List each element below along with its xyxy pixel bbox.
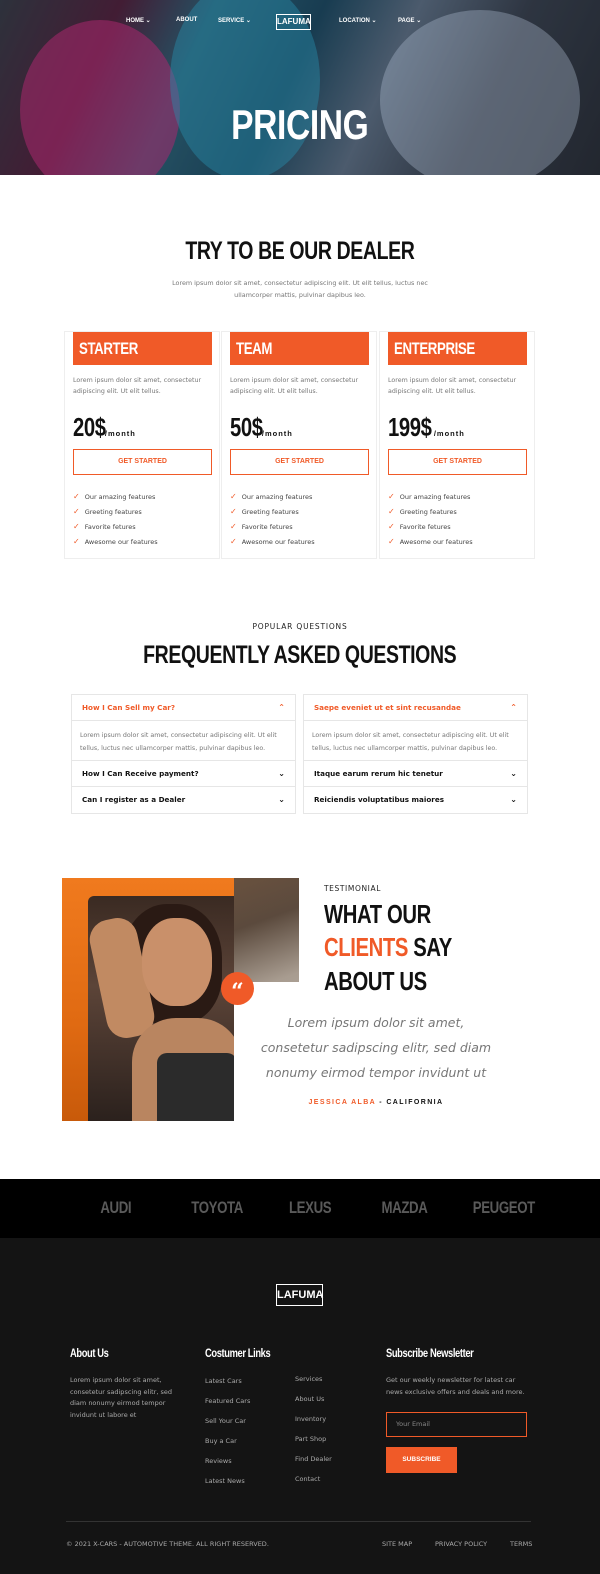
check-icon: ✓: [388, 537, 395, 546]
check-icon: ✓: [388, 522, 395, 531]
top-nav: [0, 14, 600, 30]
faq-accordion-right: [303, 694, 528, 814]
dealer-title: TRY TO BE OUR DEALER: [185, 237, 415, 265]
feature-item: ✓ Awesome our features: [388, 537, 473, 546]
chevron-up-icon: ⌃: [510, 703, 517, 712]
faq-accordion-left: [71, 694, 296, 814]
footer-link[interactable]: Services: [295, 1375, 323, 1383]
nav-logo[interactable]: LAFUMA: [276, 14, 311, 30]
feature-item: ✓ Favorite fetures: [230, 522, 293, 531]
brand-logo[interactable]: LEXUS: [288, 1198, 332, 1217]
feature-item: ✓ Our amazing features: [230, 492, 313, 501]
brand-logo[interactable]: MAZDA: [381, 1198, 428, 1217]
plan-name: TEAM: [230, 332, 369, 365]
footer: [0, 1238, 600, 1574]
hero-banner: [0, 0, 600, 175]
faq-question[interactable]: Itaque earum rerum hic tenetur ⌄: [304, 761, 527, 787]
brand-logo[interactable]: TOYOTA: [191, 1198, 243, 1217]
footer-bottom-link[interactable]: PRIVACY POLICY: [435, 1540, 488, 1548]
feature-item: ✓ Our amazing features: [388, 492, 471, 501]
faq-kicker: POPULAR QUESTIONS: [252, 622, 348, 631]
email-input[interactable]: Your Email: [386, 1412, 527, 1437]
plan-name: STARTER: [73, 332, 212, 365]
faq-question[interactable]: Reiciendis voluptatibus maiores ⌄: [304, 787, 527, 813]
chevron-down-icon: ⌄: [278, 769, 285, 778]
pricing-card-enterprise: [379, 331, 535, 559]
footer-link[interactable]: Latest Cars: [205, 1377, 242, 1385]
footer-link[interactable]: Buy a Car: [205, 1437, 237, 1445]
faq-answer: Lorem ipsum dolor sit amet, consectetur adipiscing elit. Ut elit tellus, luctus nec ullamcorper mattis, pulvinar dapibus leo.: [72, 721, 295, 761]
plan-price: 50$/month: [230, 412, 293, 442]
brand-logo[interactable]: AUDI: [100, 1198, 132, 1217]
feature-item: ✓ Greeting features: [73, 507, 142, 516]
footer-links-title: Costumer Links: [205, 1346, 271, 1360]
plan-price: 20$/month: [73, 412, 136, 442]
nav-about[interactable]: ABOUT: [176, 17, 198, 23]
plan-name: ENTERPRISE: [388, 332, 527, 365]
faq-question[interactable]: How I Can Receive payment? ⌄: [72, 761, 295, 787]
dealer-subtitle: Lorem ipsum dolor sit amet, consectetur adipiscing elit. Ut elit tellus, luctus nec ullamcorper mattis, pulvinar dapibus leo.: [172, 279, 428, 299]
footer-link[interactable]: Sell Your Car: [205, 1417, 246, 1425]
footer-link[interactable]: Contact: [295, 1475, 321, 1483]
check-icon: ✓: [230, 522, 237, 531]
testimonial-kicker: TESTIMONIAL: [324, 884, 381, 893]
footer-link[interactable]: Latest News: [205, 1477, 245, 1485]
footer-link[interactable]: Featured Cars: [205, 1397, 251, 1405]
copyright: © 2021 X-CARS - AUTOMOTIVE THEME. ALL RIGHT RESERVED.: [66, 1540, 269, 1548]
subscribe-button[interactable]: SUBSCRIBE: [386, 1447, 457, 1473]
feature-item: ✓ Awesome our features: [230, 537, 315, 546]
check-icon: ✓: [73, 537, 80, 546]
plan-desc: Lorem ipsum dolor sit amet, consectetur adipiscing elit. Ut elit tellus.: [230, 377, 359, 395]
chevron-down-icon: ⌄: [278, 795, 285, 804]
footer-bottom-link[interactable]: SITE MAP: [382, 1540, 413, 1548]
footer-newsletter-text: Get our weekly newsletter for latest car news exclusive offers and deals and more.: [386, 1376, 525, 1396]
faq-question[interactable]: Saepe eveniet ut et sint recusandae ⌃: [304, 695, 527, 721]
feature-item: ✓ Awesome our features: [73, 537, 158, 546]
check-icon: ✓: [230, 537, 237, 546]
brand-strip: [0, 1179, 600, 1238]
feature-item: ✓ Greeting features: [230, 507, 299, 516]
footer-divider: [66, 1521, 531, 1522]
faq-title: FREQUENTLY ASKED QUESTIONS: [143, 641, 457, 669]
plan-desc: Lorem ipsum dolor sit amet, consectetur adipiscing elit. Ut elit tellus.: [388, 377, 517, 395]
footer-logo[interactable]: LAFUMA: [276, 1284, 323, 1306]
footer-link[interactable]: Inventory: [295, 1415, 327, 1423]
quote-icon: “: [221, 972, 254, 1005]
get-started-button[interactable]: GET STARTED: [388, 449, 527, 475]
check-icon: ✓: [73, 507, 80, 516]
check-icon: ✓: [388, 492, 395, 501]
check-icon: ✓: [73, 522, 80, 531]
get-started-button[interactable]: GET STARTED: [73, 449, 212, 475]
check-icon: ✓: [388, 507, 395, 516]
faq-question[interactable]: How I Can Sell my Car? ⌃: [72, 695, 295, 721]
feature-item: ✓ Favorite fetures: [388, 522, 451, 531]
check-icon: ✓: [230, 492, 237, 501]
nav-home[interactable]: HOME ⌄: [126, 18, 151, 24]
brand-logo[interactable]: PEUGEOT: [472, 1198, 535, 1217]
check-icon: ✓: [230, 507, 237, 516]
page-title: PRICING: [231, 101, 369, 148]
faq-answer: Lorem ipsum dolor sit amet, consectetur adipiscing elit. Ut elit tellus, luctus nec ullamcorper mattis, pulvinar dapibus leo.: [304, 721, 527, 761]
feature-item: ✓ Greeting features: [388, 507, 457, 516]
plan-desc: Lorem ipsum dolor sit amet, consectetur adipiscing elit. Ut elit tellus.: [73, 377, 202, 395]
faq-question[interactable]: Can I register as a Dealer ⌄: [72, 787, 295, 813]
footer-link[interactable]: About Us: [295, 1395, 325, 1403]
footer-link[interactable]: Find Dealer: [295, 1455, 332, 1463]
pricing-card-team: [221, 331, 377, 559]
nav-service[interactable]: SERVICE ⌄: [218, 18, 251, 24]
chevron-down-icon: ⌄: [510, 769, 517, 778]
pricing-card-starter: [64, 331, 220, 559]
footer-link[interactable]: Part Shop: [295, 1435, 327, 1443]
testimonial-quote: Lorem ipsum dolor sit amet, consetetur sadipscing elitr, sed diam nonumy eirmod tempor invidunt ut: [260, 1015, 492, 1080]
footer-bottom-link[interactable]: TERMS: [510, 1540, 533, 1548]
chevron-up-icon: ⌃: [278, 703, 285, 712]
footer-about-title: About Us: [70, 1346, 109, 1360]
feature-item: ✓ Our amazing features: [73, 492, 156, 501]
footer-about-text: Lorem ipsum dolor sit amet, consetetur sadipscing elitr, sed diam nonumy eirmod tempor invidunt ut labore et: [70, 1376, 172, 1419]
feature-item: ✓ Favorite fetures: [73, 522, 136, 531]
footer-newsletter-title: Subscribe Newsletter: [386, 1346, 474, 1360]
check-icon: ✓: [73, 492, 80, 501]
testimonial-author: JESSICA ALBA - CALIFORNIA: [308, 1099, 444, 1106]
testimonial-title: WHAT OUR CLIENTS SAY ABOUT US: [324, 899, 452, 996]
chevron-down-icon: ⌄: [510, 795, 517, 804]
nav-page[interactable]: PAGE ⌄: [398, 18, 422, 24]
plan-price: 199$ /month: [388, 412, 465, 442]
get-started-button[interactable]: GET STARTED: [230, 449, 369, 475]
nav-location[interactable]: LOCATION ⌄: [339, 18, 377, 24]
footer-link[interactable]: Reviews: [205, 1457, 232, 1465]
